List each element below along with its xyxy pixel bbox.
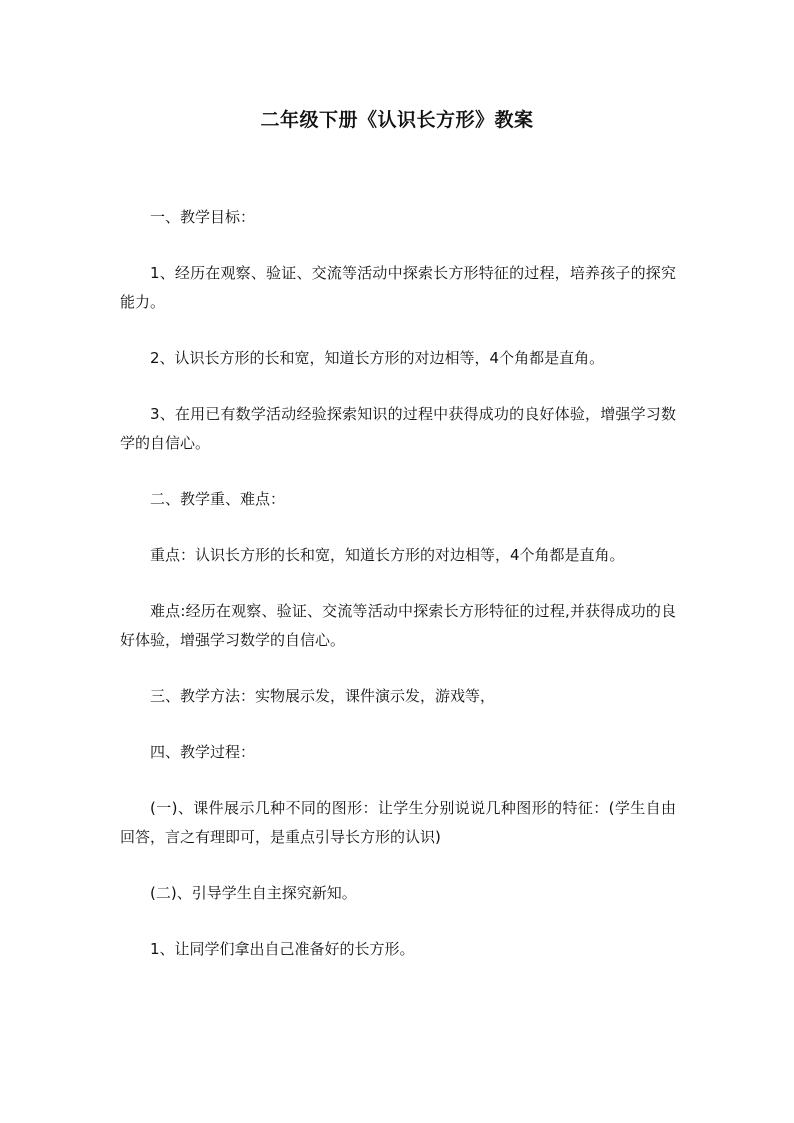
goal-item-2: 2、认识长方形的长和宽，知道长方形的对边相等，4个角都是直角。: [150, 349, 605, 367]
section-heading-teaching-process: 四、教学过程：: [150, 743, 256, 761]
process-substep-1: 1、让同学们拿出自己准备好的长方形。: [150, 940, 415, 958]
section-heading-teaching-goals: 一、教学目标：: [150, 208, 256, 226]
goal-item-1: 1、经历在观察、验证、交流等活动中探索长方形特征的过程，培养孩子的探究能力。: [120, 264, 676, 311]
document-body: [120, 203, 676, 991]
document-title: 二年级下册《认识长方形》教案: [260, 109, 534, 131]
process-step-2: (二)、引导学生自主探究新知。: [150, 884, 357, 902]
process-step-1: (一)、课件展示几种不同的图形：让学生分别说说几种图形的特征：(学生自由回答，言之有理即可，是重点引导长方形的认识): [120, 799, 676, 846]
goal-item-3: 3、在用已有数学活动经验探索知识的过程中获得成功的良好体验，增强学习数学的自信心。: [120, 405, 676, 452]
section-heading-key-points: 二、教学重、难点：: [150, 490, 286, 508]
section-heading-teaching-methods: 三、教学方法：实物展示发，课件演示发，游戏等，: [150, 687, 496, 705]
difficult-point-paragraph: 难点:经历在观察、验证、交流等活动中探索长方形特征的过程,并获得成功的良好体验，增强学习数学的自信心。: [120, 602, 676, 649]
key-point-paragraph: 重点：认识长方形的长和宽，知道长方形的对边相等，4个角都是直角。: [150, 546, 625, 564]
